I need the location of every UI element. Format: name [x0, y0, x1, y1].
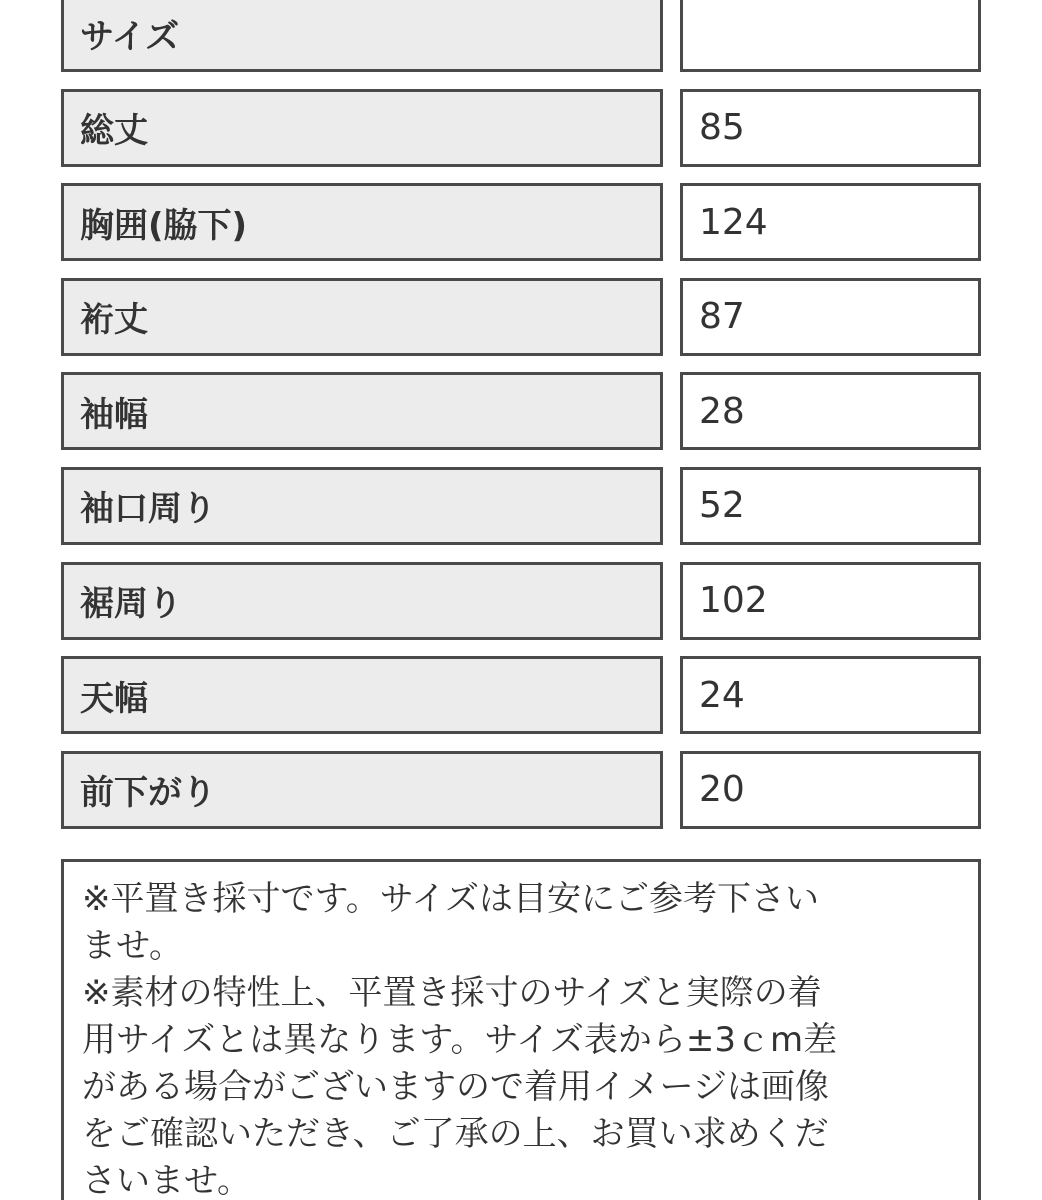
- cuff-circumference-value: 52: [680, 467, 981, 545]
- table-row: [61, 562, 981, 640]
- note-line: さいませ。: [82, 1161, 251, 1200]
- note-line: ※素材の特性上、平置き採寸のサイズと実際の着: [82, 973, 822, 1013]
- note-line: ませ。: [82, 926, 183, 966]
- chest-label: 胸囲(脇下): [61, 183, 663, 261]
- hem-circumference-label: 裾周り: [61, 562, 663, 640]
- note-line: 用サイズとは異なります。サイズ表から±3ｃm差: [82, 1020, 838, 1060]
- size-table: [61, 0, 981, 845]
- sleeve-length-label: 裄丈: [61, 278, 663, 356]
- note-line: ※平置き採寸です。サイズは目安にご参考下さい: [82, 879, 820, 919]
- size-value: [680, 0, 981, 72]
- table-row: [61, 0, 981, 72]
- table-row: [61, 751, 981, 829]
- size-label: サイズ: [61, 0, 663, 72]
- note-line: をご確認いただき、ご了承の上、お買い求めくだ: [82, 1114, 829, 1154]
- table-row: [61, 183, 981, 261]
- front-drop-label: 前下がり: [61, 751, 663, 829]
- chest-value: 124: [680, 183, 981, 261]
- table-row: [61, 89, 981, 167]
- sleeve-width-label: 袖幅: [61, 372, 663, 450]
- measurement-notes: [61, 859, 981, 1200]
- cuff-circumference-label: 袖口周り: [61, 467, 663, 545]
- neck-width-value: 24: [680, 656, 981, 734]
- neck-width-label: 天幅: [61, 656, 663, 734]
- table-row: [61, 656, 981, 734]
- table-row: [61, 278, 981, 356]
- front-drop-value: 20: [680, 751, 981, 829]
- hem-circumference-value: 102: [680, 562, 981, 640]
- table-row: [61, 372, 981, 450]
- total-length-value: 85: [680, 89, 981, 167]
- total-length-label: 総丈: [61, 89, 663, 167]
- note-line: がある場合がございますので着用イメージは画像: [82, 1067, 829, 1107]
- sleeve-length-value: 87: [680, 278, 981, 356]
- sleeve-width-value: 28: [680, 372, 981, 450]
- table-row: [61, 467, 981, 545]
